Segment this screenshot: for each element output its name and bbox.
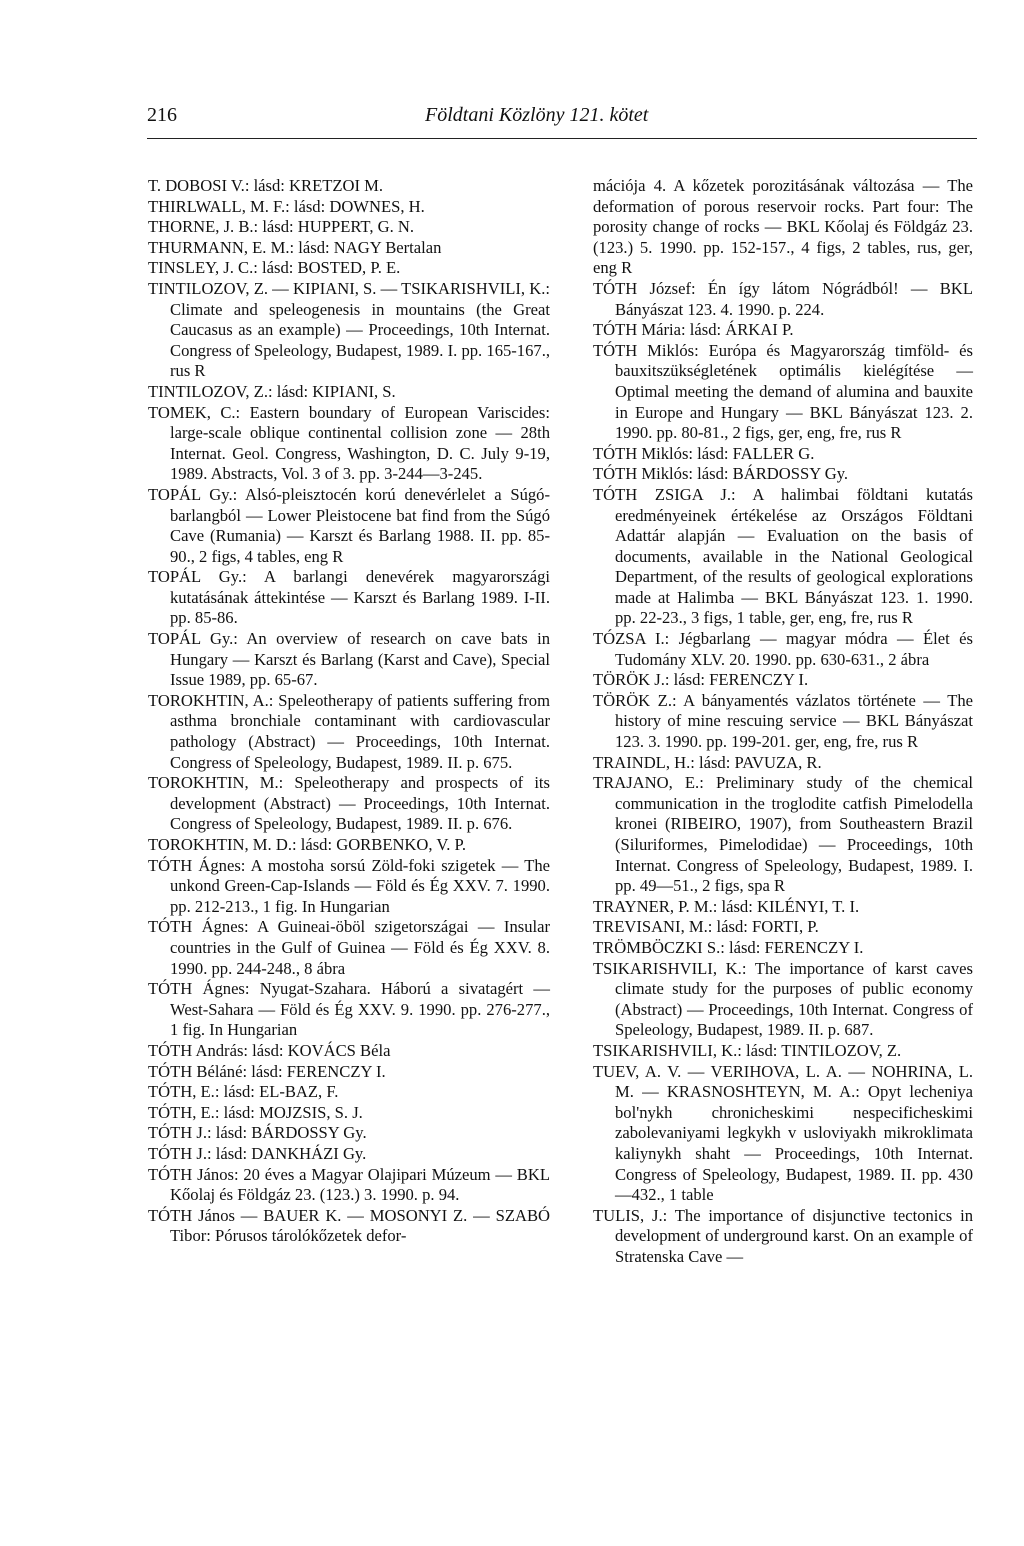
bibliography-entry: TÓTH Miklós: lásd: BÁRDOSSY Gy. — [593, 464, 849, 484]
bibliography-entry: TÓTH Ágnes: Nyugat-Szahara. Háború a sivatagért — West-Sahara — Föld és Ég XXV. 9. 1990. pp. 276-277., 1 fig. In Hungarian — [148, 979, 550, 1040]
bibliography-entry: TÓTH, E.: lásd: MOJZSIS, S. J. — [148, 1102, 363, 1122]
bibliography-entry: T. DOBOSI V.: lásd: KRETZOI M. — [148, 176, 384, 195]
bibliography-entry: TÓTH Béláné: lásd: FERENCZY I. — [148, 1061, 386, 1081]
bibliography-entry: TÓTH János — BAUER K. — MOSONYI Z. — SZABÓ Tibor: Pórusos tárolókőzetek defor- — [148, 1205, 550, 1246]
bibliography-entry: TRAINDL, H.: lásd: PAVUZA, R. — [593, 752, 822, 772]
journal-title: Földtani Közlöny 121. kötet — [425, 104, 649, 126]
bibliography-entry: TINTILOZOV, Z. — KIPIANI, S. — TSIKARISHVILI, K.: Climate and speleogenesis in mountains (the Great Caucasus as an example) — Proceedings, 10th Internat. Congress of Speleology, Budapest, 1989. I. pp. 165-167., rus R — [148, 278, 550, 381]
right-column — [593, 176, 973, 1267]
bibliography-entry: TUEV, A. V. — VERIHOVA, L. A. — NOHRINA, L. M. — KRASNOSHTEYN, M. A.: Opyt lecheniya bol'nykh chronicheskimi nespecificheskimi zabolevaniyami legkykh v usloviyakh mikroklimata kaliynykh shaht — Proceedings, 10th Internat. Congress of Speleology, Budapest, 1989. II. pp. 430—432., 1 table — [593, 1061, 973, 1205]
bibliography-entry: TÓTH András: lásd: KOVÁCS Béla — [148, 1040, 391, 1060]
bibliography-entry: THIRLWALL, M. F.: lásd: DOWNES, H. — [148, 196, 425, 216]
bibliography-entry: TÓTH J.: lásd: DANKHÁZI Gy. — [148, 1143, 367, 1163]
bibliography-entry: TOROKHTIN, M.: Speleotherapy and prospects of its development (Abstract) — Proceedings, 10th Internat. Congress of Speleology, Budapest, 1989. II. p. 676. — [148, 773, 550, 834]
bibliography-entry: TÓTH Ágnes: A mostoha sorsú Zöld-foki szigetek — The unkond Green-Cap-Islands — Föld és Ég XXV. 7. 1990. pp. 212-213., 1 fig. In Hungarian — [148, 855, 550, 916]
bibliography-entry: THORNE, J. B.: lásd: HUPPERT, G. N. — [148, 217, 415, 237]
bibliography-entry: TOROKHTIN, A.: Speleotherapy of patients suffering from asthma bronchiale contaminant with cardiovascular pathology (Abstract) — Proceedings, 10th Internat. Congress of Speleology, Budapest, 1989. II. p. 675. — [148, 690, 550, 772]
bibliography-entry: TÖRÖK Z.: A bányamentés vázlatos története — The history of mine rescuing service — BKL Bányászat 123. 3. 1990. pp. 199-201. ger, eng, fre, rus R — [593, 690, 973, 752]
running-head — [147, 104, 977, 138]
bibliography-entry: TÓTH Mária: lásd: ÁRKAI P. — [593, 320, 794, 340]
bibliography-entry: TÓTH József: Én így látom Nógrádból! — BKL Bányászat 123. 4. 1990. p. 224. — [593, 278, 973, 319]
header-rule — [147, 138, 977, 139]
bibliography-entry: TOMEK, C.: Eastern boundary of European Variscides: large-scale oblique continental collision zone — 28th Internat. Geol. Congress, Washington, D. C. July 9-19, 1989. Abstracts, Vol. 3 of 3. pp. 3-244—3-245. — [148, 402, 550, 484]
bibliography-entry: TRAYNER, P. M.: lásd: KILÉNYI, T. I. — [593, 896, 860, 916]
bibliography-entry: TULIS, J.: The importance of disjunctive tectonics in development of underground karst. On an example of Stratenska Cave — — [593, 1205, 973, 1266]
bibliography-entry: TOROKHTIN, M. D.: lásd: GORBENKO, V. P. — [148, 835, 467, 854]
bibliography-entry: TÓTH J.: lásd: BÁRDOSSY Gy. — [148, 1123, 367, 1143]
bibliography-entry: TOPÁL Gy.: A barlangi denevérek magyarországi kutatásának áttekintése — Karszt és Barlang 1989. I-II. pp. 85-86. — [148, 567, 550, 628]
bibliography-entry: TSIKARISHVILI, K.: The importance of karst caves climate study for the purposes of public economy (Abstract) — Proceedings, 10th Internat. Congress of Speleology, Budapest, 1989. II. p. 687. — [593, 958, 973, 1040]
bibliography-entry: TSIKARISHVILI, K.: lásd: TINTILOZOV, Z. — [593, 1040, 902, 1060]
bibliography-entry: TINSLEY, J. C.: lásd: BOSTED, P. E. — [148, 258, 401, 278]
bibliography-entry: TÓTH Ágnes: A Guineai-öböl szigetországai — Insular countries in the Gulf of Guinea — Föld és Ég XXV. 8. 1990. pp. 244-248., 8 ábra — [148, 917, 550, 978]
left-column — [148, 176, 550, 1247]
bibliography-entry: TINTILOZOV, Z.: lásd: KIPIANI, S. — [148, 381, 396, 401]
bibliography-entry: TÖRÖK J.: lásd: FERENCZY I. — [593, 670, 809, 690]
bibliography-entry: TRÖMBÖCZKI S.: lásd: FERENCZY I. — [593, 937, 864, 957]
bibliography-entry: TREVISANI, M.: lásd: FORTI, P. — [593, 917, 819, 937]
bibliography-entry: TÓTH Miklós: lásd: FALLER G. — [593, 443, 815, 463]
bibliography-entry: TÓTH, E.: lásd: EL-BAZ, F. — [148, 1082, 339, 1102]
bibliography-entry: THURMANN, E. M.: lásd: NAGY Bertalan — [148, 237, 442, 257]
bibliography-entry: TÓTH ZSIGA J.: A halimbai földtani kutatás eredményeinek értékelése az Országos Földtani Adattár alapján — Evaluation on the basis of documents, available in the National Geological Department, of the results of geological explorations made at Halimba — BKL Bányászat 123. 1. 1990. pp. 22-23., 3 figs, 1 table, ger, eng, fre, rus R — [593, 484, 973, 628]
bibliography-entry: TÓTH Miklós: Európa és Magyarország timföld- és bauxitszükségletének optimális kielégítése — Optimal meeting the demand of alumina and bauxite in Europe and Hungary — BKL Bányászat 123. 2. 1990. pp. 80-81., 2 figs, ger, eng, fre, rus R — [593, 340, 973, 443]
bibliography-entry: TRAJANO, E.: Preliminary study of the chemical communication in the troglodite catfish Pimelodella kronei (RIBEIRO, 1907), from Southeastern Brazil (Siluriformes, Pimelodidae) — Proceedings, 10th Internat. Congress of Speleology, Budapest, 1989. I. pp. 49—51., 2 figs, spa R — [593, 773, 973, 896]
page-number: 216 — [147, 104, 177, 126]
bibliography-entry-continued: mációja 4. A kőzetek porozitásának változása — The deformation of porous reservoir rocks. Part four: The porosity change of rocks — BKL Kőolaj és Földgáz 23. (123.) 5. 1990. pp. 152-157., 4 figs, 2 tables, rus, ger, eng R — [593, 176, 973, 278]
bibliography-entry: TOPÁL Gy.: An overview of research on cave bats in Hungary — Karszt és Barlang (Karst and Cave), Special Issue 1989, pp. 65-67. — [148, 629, 550, 690]
bibliography-entry: TOPÁL Gy.: Alsó-pleisztocén korú denevérlelet a Súgó-barlangból — Lower Pleistocene bat find from the Súgó Cave (Rumania) — Karszt és Barlang 1988. II. pp. 85-90., 2 figs, 4 tables, eng R — [148, 484, 550, 566]
bibliography-entry: TÓZSA I.: Jégbarlang — magyar módra — Élet és Tudomány XLV. 20. 1990. pp. 630-631., 2 ábra — [593, 629, 973, 669]
bibliography-entry: TÓTH János: 20 éves a Magyar Olajipari Múzeum — BKL Kőolaj és Földgáz 23. (123.) 3. 1990. p. 94. — [148, 1164, 550, 1205]
